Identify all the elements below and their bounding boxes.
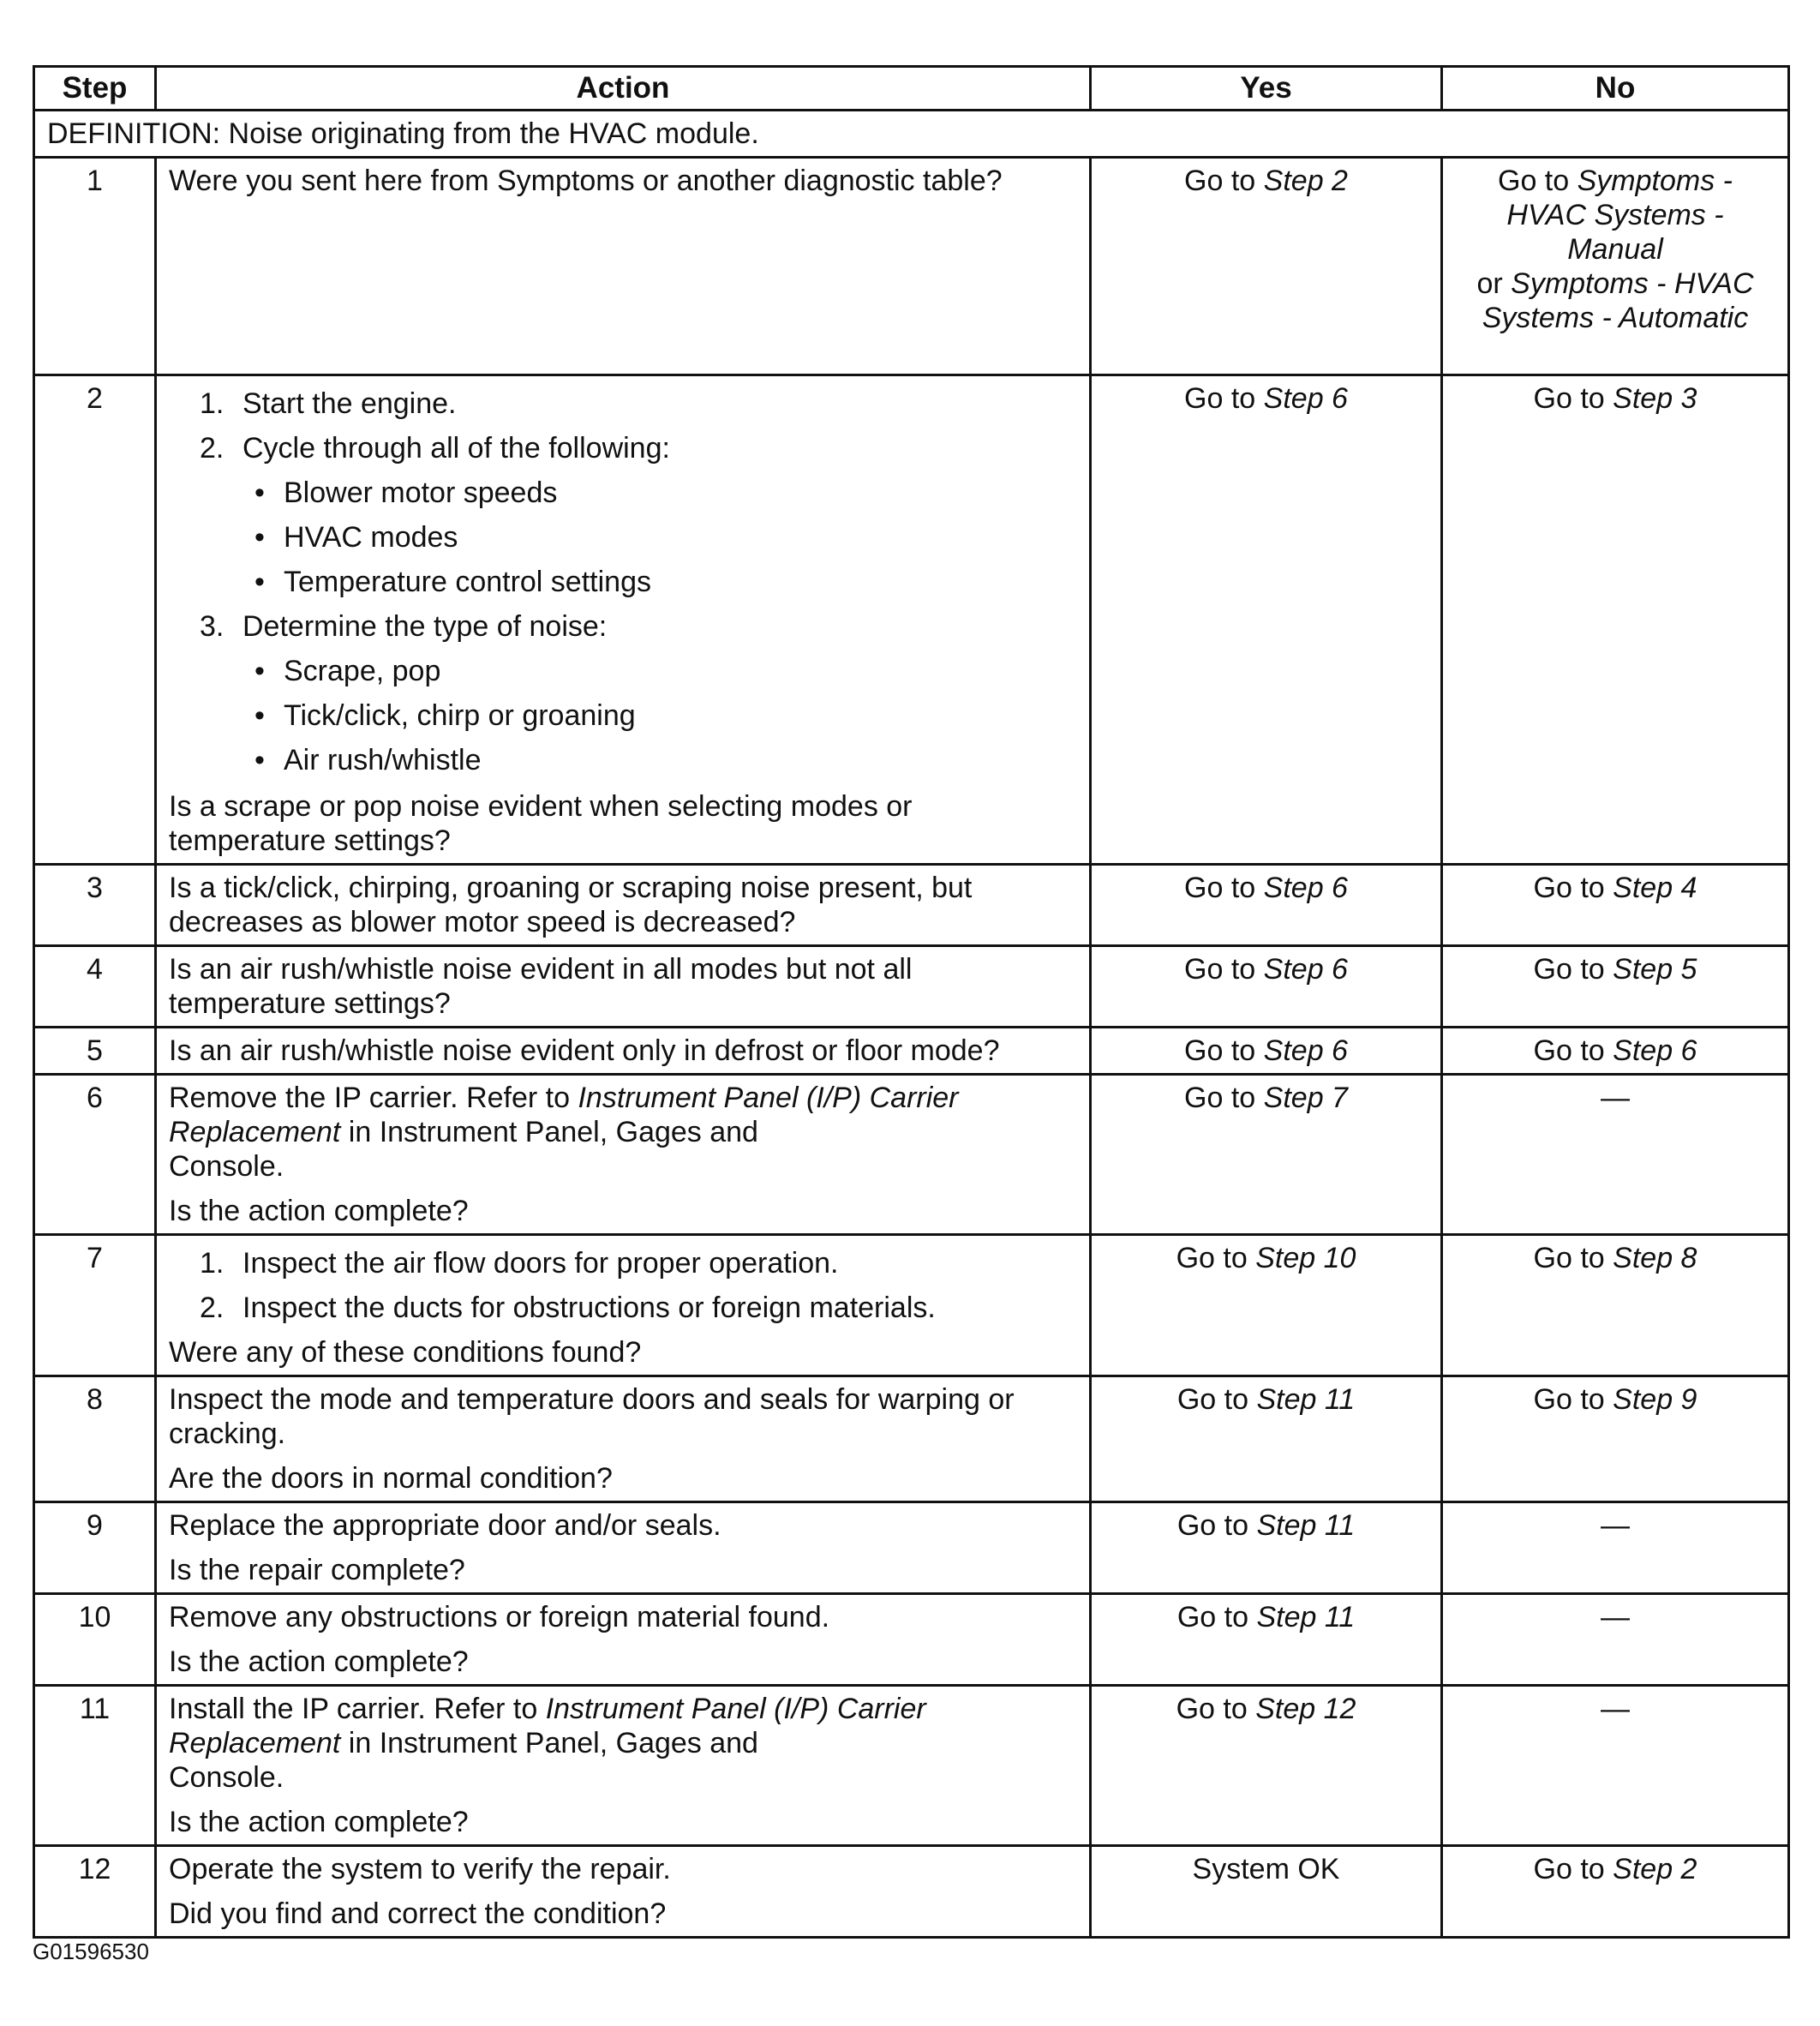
dash: — (1601, 1509, 1630, 1542)
yes-cell: Go to Step 11 (1091, 1502, 1442, 1594)
no-line: Go to Symptoms - (1498, 165, 1733, 197)
header-action: Action (156, 67, 1091, 111)
definition-row (34, 111, 1789, 158)
instruction-text: Remove any obstructions or foreign material found. (169, 1601, 830, 1633)
step-number: 10 (34, 1594, 156, 1686)
step-reference: Step 12 (1255, 1693, 1356, 1725)
yes-cell (1091, 158, 1442, 375)
step-reference: Step 10 (1255, 1242, 1356, 1274)
action-cell (156, 1075, 1091, 1235)
question-text: Is the action complete? (169, 1806, 469, 1838)
bullet-icon: • (254, 655, 265, 687)
step-reference: Step 6 (1263, 1034, 1348, 1067)
step-reference: Step 3 (1613, 382, 1697, 415)
instruction-text: Operate the system to verify the repair. (169, 1853, 671, 1885)
step-reference: Step 2 (1263, 165, 1348, 197)
question-text: Is the action complete? (169, 1645, 469, 1678)
no-cell: Go to Step 3 (1442, 375, 1789, 865)
list-item: • Tick/click, chirp or groaning (254, 699, 636, 732)
figure-id: G01596530 (33, 1939, 149, 1964)
instruction-text: Install the IP carrier. Refer to Instrument Panel (I/P) Carrier Replacement in Instrument Panel, Gages and Console. (169, 1693, 926, 1794)
yes-cell: Go to Step 6 (1091, 946, 1442, 1028)
step-reference: Step 2 (1613, 1853, 1697, 1885)
yes-cell: Go to Step 11 (1091, 1376, 1442, 1502)
yes-cell: Go to Step 10 (1091, 1235, 1442, 1376)
list-item: 1. Start the engine. (200, 387, 457, 420)
question-text: Are the doors in normal condition? (169, 1462, 613, 1495)
step-reference: Step 4 (1613, 872, 1697, 904)
no-cell: Go to Step 5 (1442, 946, 1789, 1028)
no-cell (1442, 1594, 1789, 1686)
bullet-icon: • (254, 566, 265, 598)
action-cell: Is a tick/click, chirping, groaning or scraping noise present, but decreases as blower motor speed is decreased? (156, 865, 1091, 946)
doc-reference: Replacement (169, 1727, 341, 1759)
no-line: Manual (1567, 233, 1663, 266)
action-cell: Inspect the mode and temperature doors and seals for warping or cracking. Are the doors in normal condition? (156, 1376, 1091, 1502)
doc-reference: Instrument Panel (I/P) Carrier (578, 1082, 959, 1114)
go-to-label: Go to (1184, 165, 1256, 197)
list-item: 1. Inspect the air flow doors for proper operation. (200, 1247, 839, 1280)
step-reference: Step 9 (1613, 1383, 1697, 1416)
step-number: 5 (34, 1028, 156, 1075)
table-row (34, 865, 1789, 946)
header-no: No (1442, 67, 1789, 111)
step-number: 1 (34, 158, 156, 375)
step-number: 9 (34, 1502, 156, 1594)
header-row (34, 67, 1789, 111)
step-reference: Step 6 (1263, 382, 1348, 415)
action-cell: Is an air rush/whistle noise evident in all modes but not all temperature settings? (156, 946, 1091, 1028)
table-row (34, 1376, 1789, 1502)
list-item: • Scrape, pop (254, 655, 441, 687)
dash: — (1601, 1693, 1630, 1725)
bullet-list (169, 476, 1077, 599)
numbered-list (169, 609, 1077, 644)
action-cell (156, 1235, 1091, 1376)
no-cell: Go to Step 9 (1442, 1376, 1789, 1502)
yes-cell: Go to Step 7 (1091, 1075, 1442, 1235)
action-cell (156, 1502, 1091, 1594)
doc-reference: Replacement (169, 1116, 341, 1148)
bullet-icon: • (254, 744, 265, 776)
question-text: Is an air rush/whistle noise evident only in defrost or floor mode? (169, 1034, 1000, 1067)
table-row (34, 1686, 1789, 1846)
bullet-icon: • (254, 477, 265, 509)
step-number: 7 (34, 1235, 156, 1376)
header-yes: Yes (1091, 67, 1442, 111)
step-reference: Step 6 (1263, 872, 1348, 904)
action-cell (156, 1686, 1091, 1846)
table-row (34, 375, 1789, 865)
step-number: 8 (34, 1376, 156, 1502)
no-line: HVAC Systems - (1506, 199, 1724, 231)
question-text: Is the action complete? (169, 1195, 469, 1227)
step-reference: Step 7 (1263, 1082, 1348, 1114)
instruction-text: Replace the appropriate door and/or seals. (169, 1509, 721, 1542)
bullet-icon: • (254, 521, 265, 554)
list-item: 2. Inspect the ducts for obstructions or foreign materials. (200, 1292, 936, 1324)
instruction-text: Remove the IP carrier. Refer to Instrument Panel (I/P) Carrier Replacement in Instrument Panel, Gages and Console. (169, 1082, 959, 1183)
step-number: 11 (34, 1686, 156, 1846)
table-row (34, 1075, 1789, 1235)
table-row (34, 1502, 1789, 1594)
step-reference: Step 6 (1263, 953, 1348, 986)
no-cell: Go to Step 4 (1442, 865, 1789, 946)
definition-text: DEFINITION: Noise originating from the HVAC module. (34, 111, 1789, 158)
header-step: Step (34, 67, 156, 111)
no-line: or Symptoms - HVAC (1476, 267, 1754, 300)
action-cell (156, 375, 1091, 865)
table-row (34, 946, 1789, 1028)
yes-cell: Go to Step 6 (1091, 375, 1442, 865)
step-number: 6 (34, 1075, 156, 1235)
action-cell (156, 158, 1091, 375)
no-cell (1442, 1075, 1789, 1235)
yes-cell: Go to Step 12 (1091, 1686, 1442, 1846)
list-item: 3. Determine the type of noise: (200, 610, 608, 643)
numbered-list (169, 1246, 1077, 1325)
table-row (34, 1235, 1789, 1376)
no-cell (1442, 1502, 1789, 1594)
no-cell: Go to Step 8 (1442, 1235, 1789, 1376)
table-row (34, 1594, 1789, 1686)
question-text: Is the repair complete? (169, 1554, 465, 1586)
question-text: Is a scrape or pop noise evident when selecting modes or temperature settings? (169, 790, 913, 857)
step-number: 2 (34, 375, 156, 865)
yes-cell (1091, 1846, 1442, 1938)
result-text: System OK (1192, 1853, 1340, 1885)
step-number: 4 (34, 946, 156, 1028)
question-text: Were you sent here from Symptoms or another diagnostic table? (169, 165, 1003, 197)
step-reference: Step 11 (1256, 1383, 1356, 1416)
numbered-list (169, 387, 1077, 465)
bullet-list (169, 654, 1077, 777)
no-cell: Go to Step 6 (1442, 1028, 1789, 1075)
step-reference: Step 11 (1256, 1601, 1356, 1633)
diagnostic-table (33, 65, 1790, 1939)
step-number: 12 (34, 1846, 156, 1938)
action-cell (156, 1028, 1091, 1075)
table-row (34, 158, 1789, 375)
bullet-icon: • (254, 699, 265, 732)
no-cell (1442, 158, 1789, 375)
question-text: Were any of these conditions found? (169, 1336, 642, 1369)
question-text: Did you find and correct the condition? (169, 1897, 667, 1930)
list-item: • Temperature control settings (254, 566, 651, 598)
yes-cell: Go to Step 11 (1091, 1594, 1442, 1686)
action-cell (156, 1594, 1091, 1686)
list-item: • Air rush/whistle (254, 744, 482, 776)
dash: — (1601, 1082, 1630, 1114)
table-row (34, 1028, 1789, 1075)
step-reference: Step 5 (1613, 953, 1697, 986)
yes-cell: Go to Step 6 (1091, 1028, 1442, 1075)
yes-cell: Go to Step 6 (1091, 865, 1442, 946)
table-row (34, 1846, 1789, 1938)
doc-reference: Instrument Panel (I/P) Carrier (545, 1693, 926, 1725)
dash: — (1601, 1601, 1630, 1633)
list-item: 2. Cycle through all of the following: (200, 432, 670, 465)
action-cell (156, 1846, 1091, 1938)
step-reference: Step 6 (1613, 1034, 1697, 1067)
step-reference: Step 8 (1613, 1242, 1697, 1274)
no-cell (1442, 1686, 1789, 1846)
list-item: • HVAC modes (254, 521, 458, 554)
step-number: 3 (34, 865, 156, 946)
no-cell: Go to Step 2 (1442, 1846, 1789, 1938)
step-reference: Step 11 (1256, 1509, 1356, 1542)
no-line: Systems - Automatic (1482, 302, 1749, 334)
list-item: • Blower motor speeds (254, 477, 558, 509)
